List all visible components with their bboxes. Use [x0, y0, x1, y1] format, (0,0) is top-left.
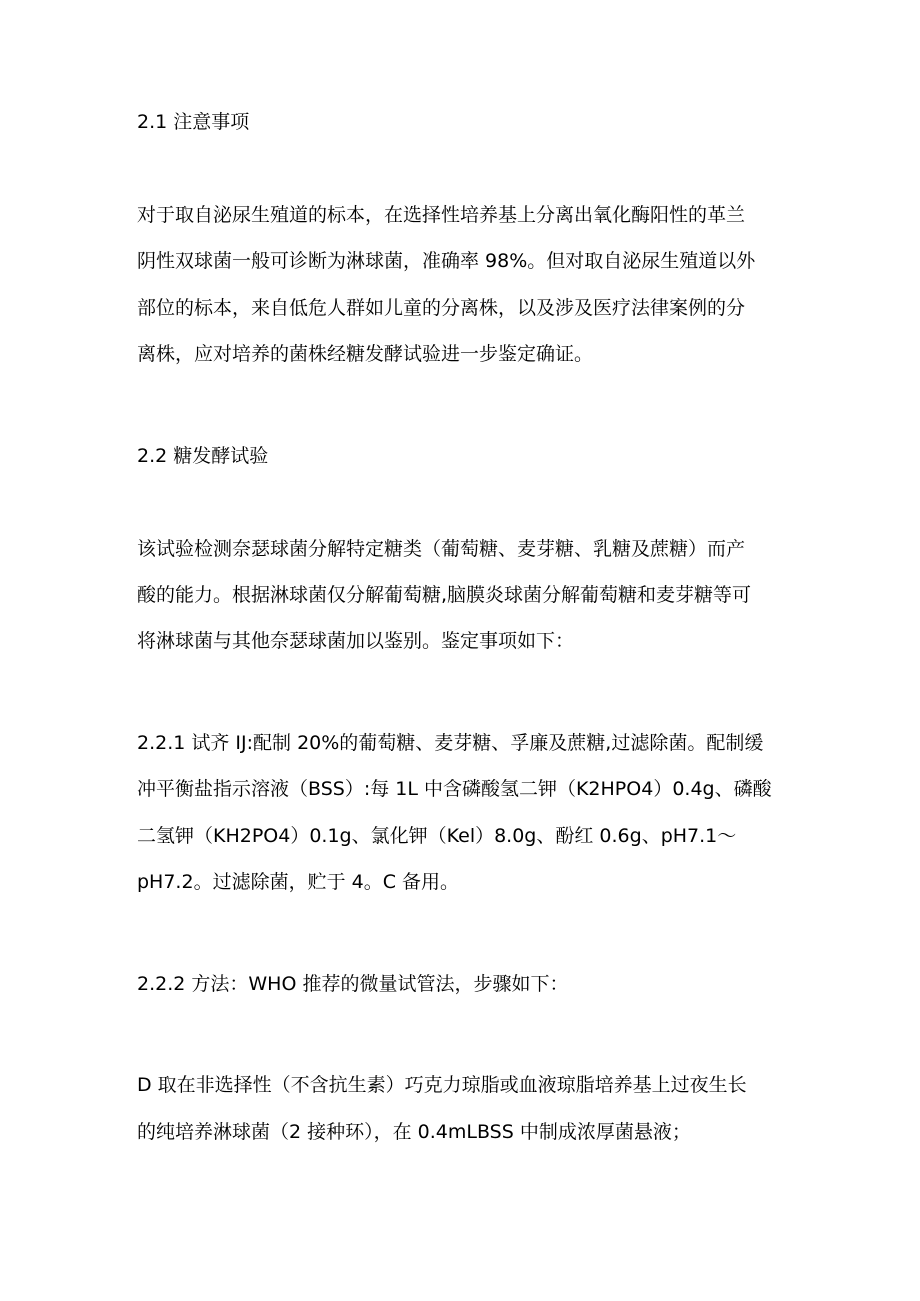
paragraph-line: 阴性双球菌一般可诊断为淋球菌，准确率 98%。但对取自泌尿生殖道以外 [137, 250, 756, 272]
paragraph-line: 该试验检测奈瑟球菌分解特定糖类（葡萄糖、麦芽糖、乳糖及蔗糖）而产 [137, 538, 746, 560]
paragraph-line: 对于取自泌尿生殖道的标本，在选择性培养基上分离出氧化酶阳性的革兰 [137, 204, 746, 226]
paragraph-line: 部位的标本，来自低危人群如儿童的分离株，以及涉及医疗法律案例的分 [137, 297, 746, 319]
paragraph-line: 2.2.1 试齐 IJ:配制 20%的葡萄糖、麦芽糖、孚廉及蔗糖,过滤除菌。配制缓 [137, 732, 764, 754]
paragraph-line: 二氢钾（KH2PO4）0.1g、氯化钾（Kel）8.0g、酚红 0.6g、pH7.1〜 [137, 825, 737, 847]
section-2-2-heading: 2.2 糖发酵试验 [137, 445, 269, 467]
paragraph-line: 冲平衡盐指示溶液（BSS）:每 1L 中含磷酸氢二钾（K2HPO4）0.4g、磷酸 [137, 778, 772, 800]
paragraph-line: pH7.2。过滤除菌，贮于 4。C 备用。 [137, 871, 459, 893]
paragraph-line: D 取在非选择性（不含抗生素）巧克力琼脂或血液琼脂培养基上过夜生长 [137, 1074, 747, 1096]
paragraph-line: 的纯培养淋球菌（2 接种环），在 0.4mLBSS 中制成浓厚菌悬液； [137, 1121, 691, 1143]
section-2-2-2-line: 2.2.2 方法：WHO 推荐的微量试管法，步骤如下： [137, 973, 569, 995]
paragraph-line: 离株，应对培养的菌株经糖发酵试验进一步鉴定确证。 [137, 343, 594, 365]
paragraph-line: 酸的能力。根据淋球菌仅分解葡萄糖,脑膜炎球菌分解葡萄糖和麦芽糖等可 [137, 584, 752, 606]
paragraph-line: 将淋球菌与其他奈瑟球菌加以鉴别。鉴定事项如下： [137, 630, 575, 652]
section-2-1-heading: 2.1 注意事项 [137, 111, 250, 133]
